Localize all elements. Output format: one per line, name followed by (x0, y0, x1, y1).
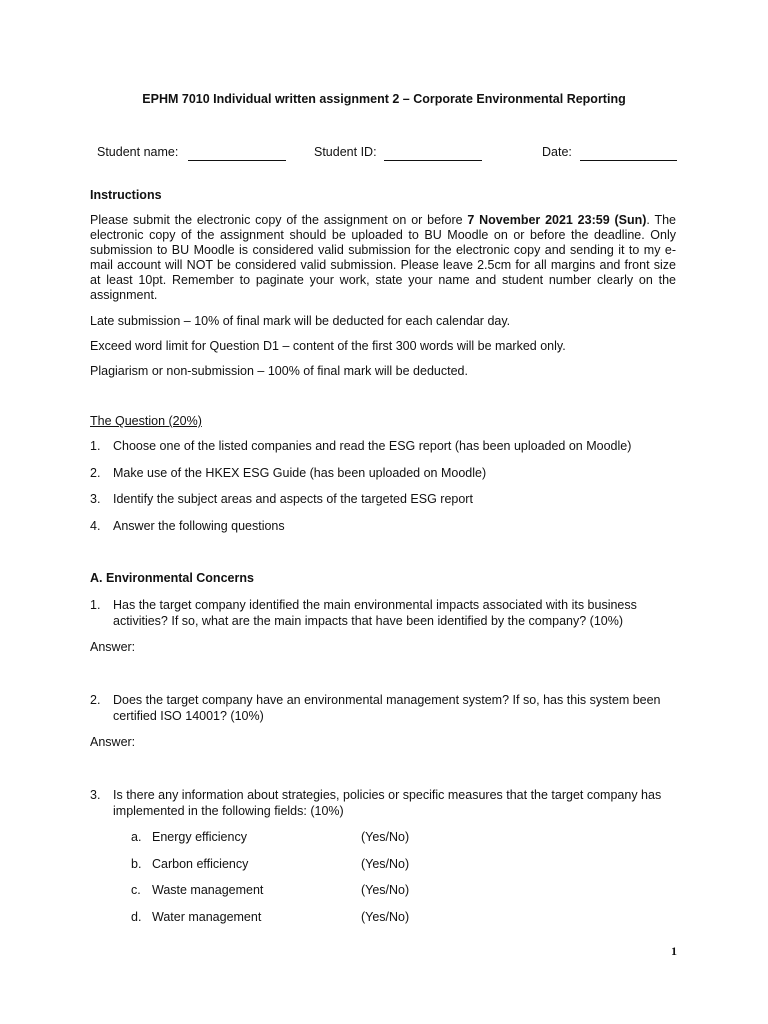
sub-item-text: Carbon efficiency (152, 857, 249, 871)
section-a-q1-line2: activities? If so, what are the main impacts that have been identified by the company? (10%) (113, 614, 623, 628)
sub-item-letter: d. (131, 910, 142, 924)
section-a-q2-line2: certified ISO 14001? (10%) (113, 709, 264, 723)
instructions-text-before: Please submit the electronic copy of the assignment on or before (90, 213, 468, 227)
sub-item-text: Energy efficiency (152, 830, 247, 844)
sub-item-letter: c. (131, 883, 141, 897)
sub-item-letter: b. (131, 857, 142, 871)
section-a-q1-number: 1. (90, 598, 101, 612)
date-line (580, 160, 677, 161)
instructions-text-after: . The electronic copy of the assignment should be uploaded to BU Moodle on or before the deadline. Only submission to BU Moodle is considered valid submission for the electronic copy and sending it to my e-mail account will NOT be considered valid submission. Please leave 2.5cm for all margins and front size at least 10pt. Remember to paginate your work, state your name and student number clearly on the assignment. (90, 213, 676, 302)
question-heading: The Question (20%) (90, 414, 202, 428)
question-item-number: 1. (90, 439, 101, 453)
sub-item-text: Waste management (152, 883, 264, 897)
instructions-paragraph (90, 213, 676, 303)
plagiarism-text: Plagiarism or non-submission – 100% of final mark will be deducted. (90, 364, 468, 378)
page-number: 1 (671, 944, 677, 958)
section-a-q3-line2: implemented in the following fields: (10%) (113, 804, 344, 818)
section-a-heading: A. Environmental Concerns (90, 571, 254, 585)
question-item-number: 2. (90, 466, 101, 480)
document-title: EPHM 7010 Individual written assignment 2 – Corporate Environmental Reporting (142, 92, 626, 106)
question-item-text: Identify the subject areas and aspects of the targeted ESG report (113, 492, 473, 506)
question-item-number: 4. (90, 519, 101, 533)
section-a-q2-number: 2. (90, 693, 101, 707)
section-a-q1-line1: Has the target company identified the main environmental impacts associated with its business (113, 598, 637, 612)
late-submission-text: Late submission – 10% of final mark will be deducted for each calendar day. (90, 314, 511, 328)
question-item-text: Answer the following questions (113, 519, 285, 533)
sub-item-choice: (Yes/No) (361, 910, 410, 924)
deadline-text: 7 November 2021 23:59 (Sun) (467, 213, 647, 227)
instructions-heading: Instructions (90, 188, 162, 202)
word-limit-text: Exceed word limit for Question D1 – content of the first 300 words will be marked only. (90, 339, 566, 353)
sub-item-choice: (Yes/No) (361, 883, 410, 897)
sub-item-choice: (Yes/No) (361, 857, 410, 871)
student-id-line (384, 160, 482, 161)
student-name-label: Student name: (97, 145, 179, 159)
answer-label-2: Answer: (90, 735, 136, 749)
question-item-text: Choose one of the listed companies and read the ESG report (has been uploaded on Moodle) (113, 439, 632, 453)
section-a-q2-line1: Does the target company have an environmental management system? If so, has this system been (113, 693, 661, 707)
student-id-label: Student ID: (314, 145, 377, 159)
section-a-q3-line1: Is there any information about strategies, policies or specific measures that the target company has (113, 788, 662, 802)
question-item-text: Make use of the HKEX ESG Guide (has been uploaded on Moodle) (113, 466, 487, 480)
section-a-q3-number: 3. (90, 788, 101, 802)
answer-label-1: Answer: (90, 640, 136, 654)
student-name-line (188, 160, 286, 161)
date-label: Date: (542, 145, 572, 159)
sub-item-letter: a. (131, 830, 142, 844)
sub-item-choice: (Yes/No) (361, 830, 410, 844)
question-item-number: 3. (90, 492, 101, 506)
sub-item-text: Water management (152, 910, 262, 924)
